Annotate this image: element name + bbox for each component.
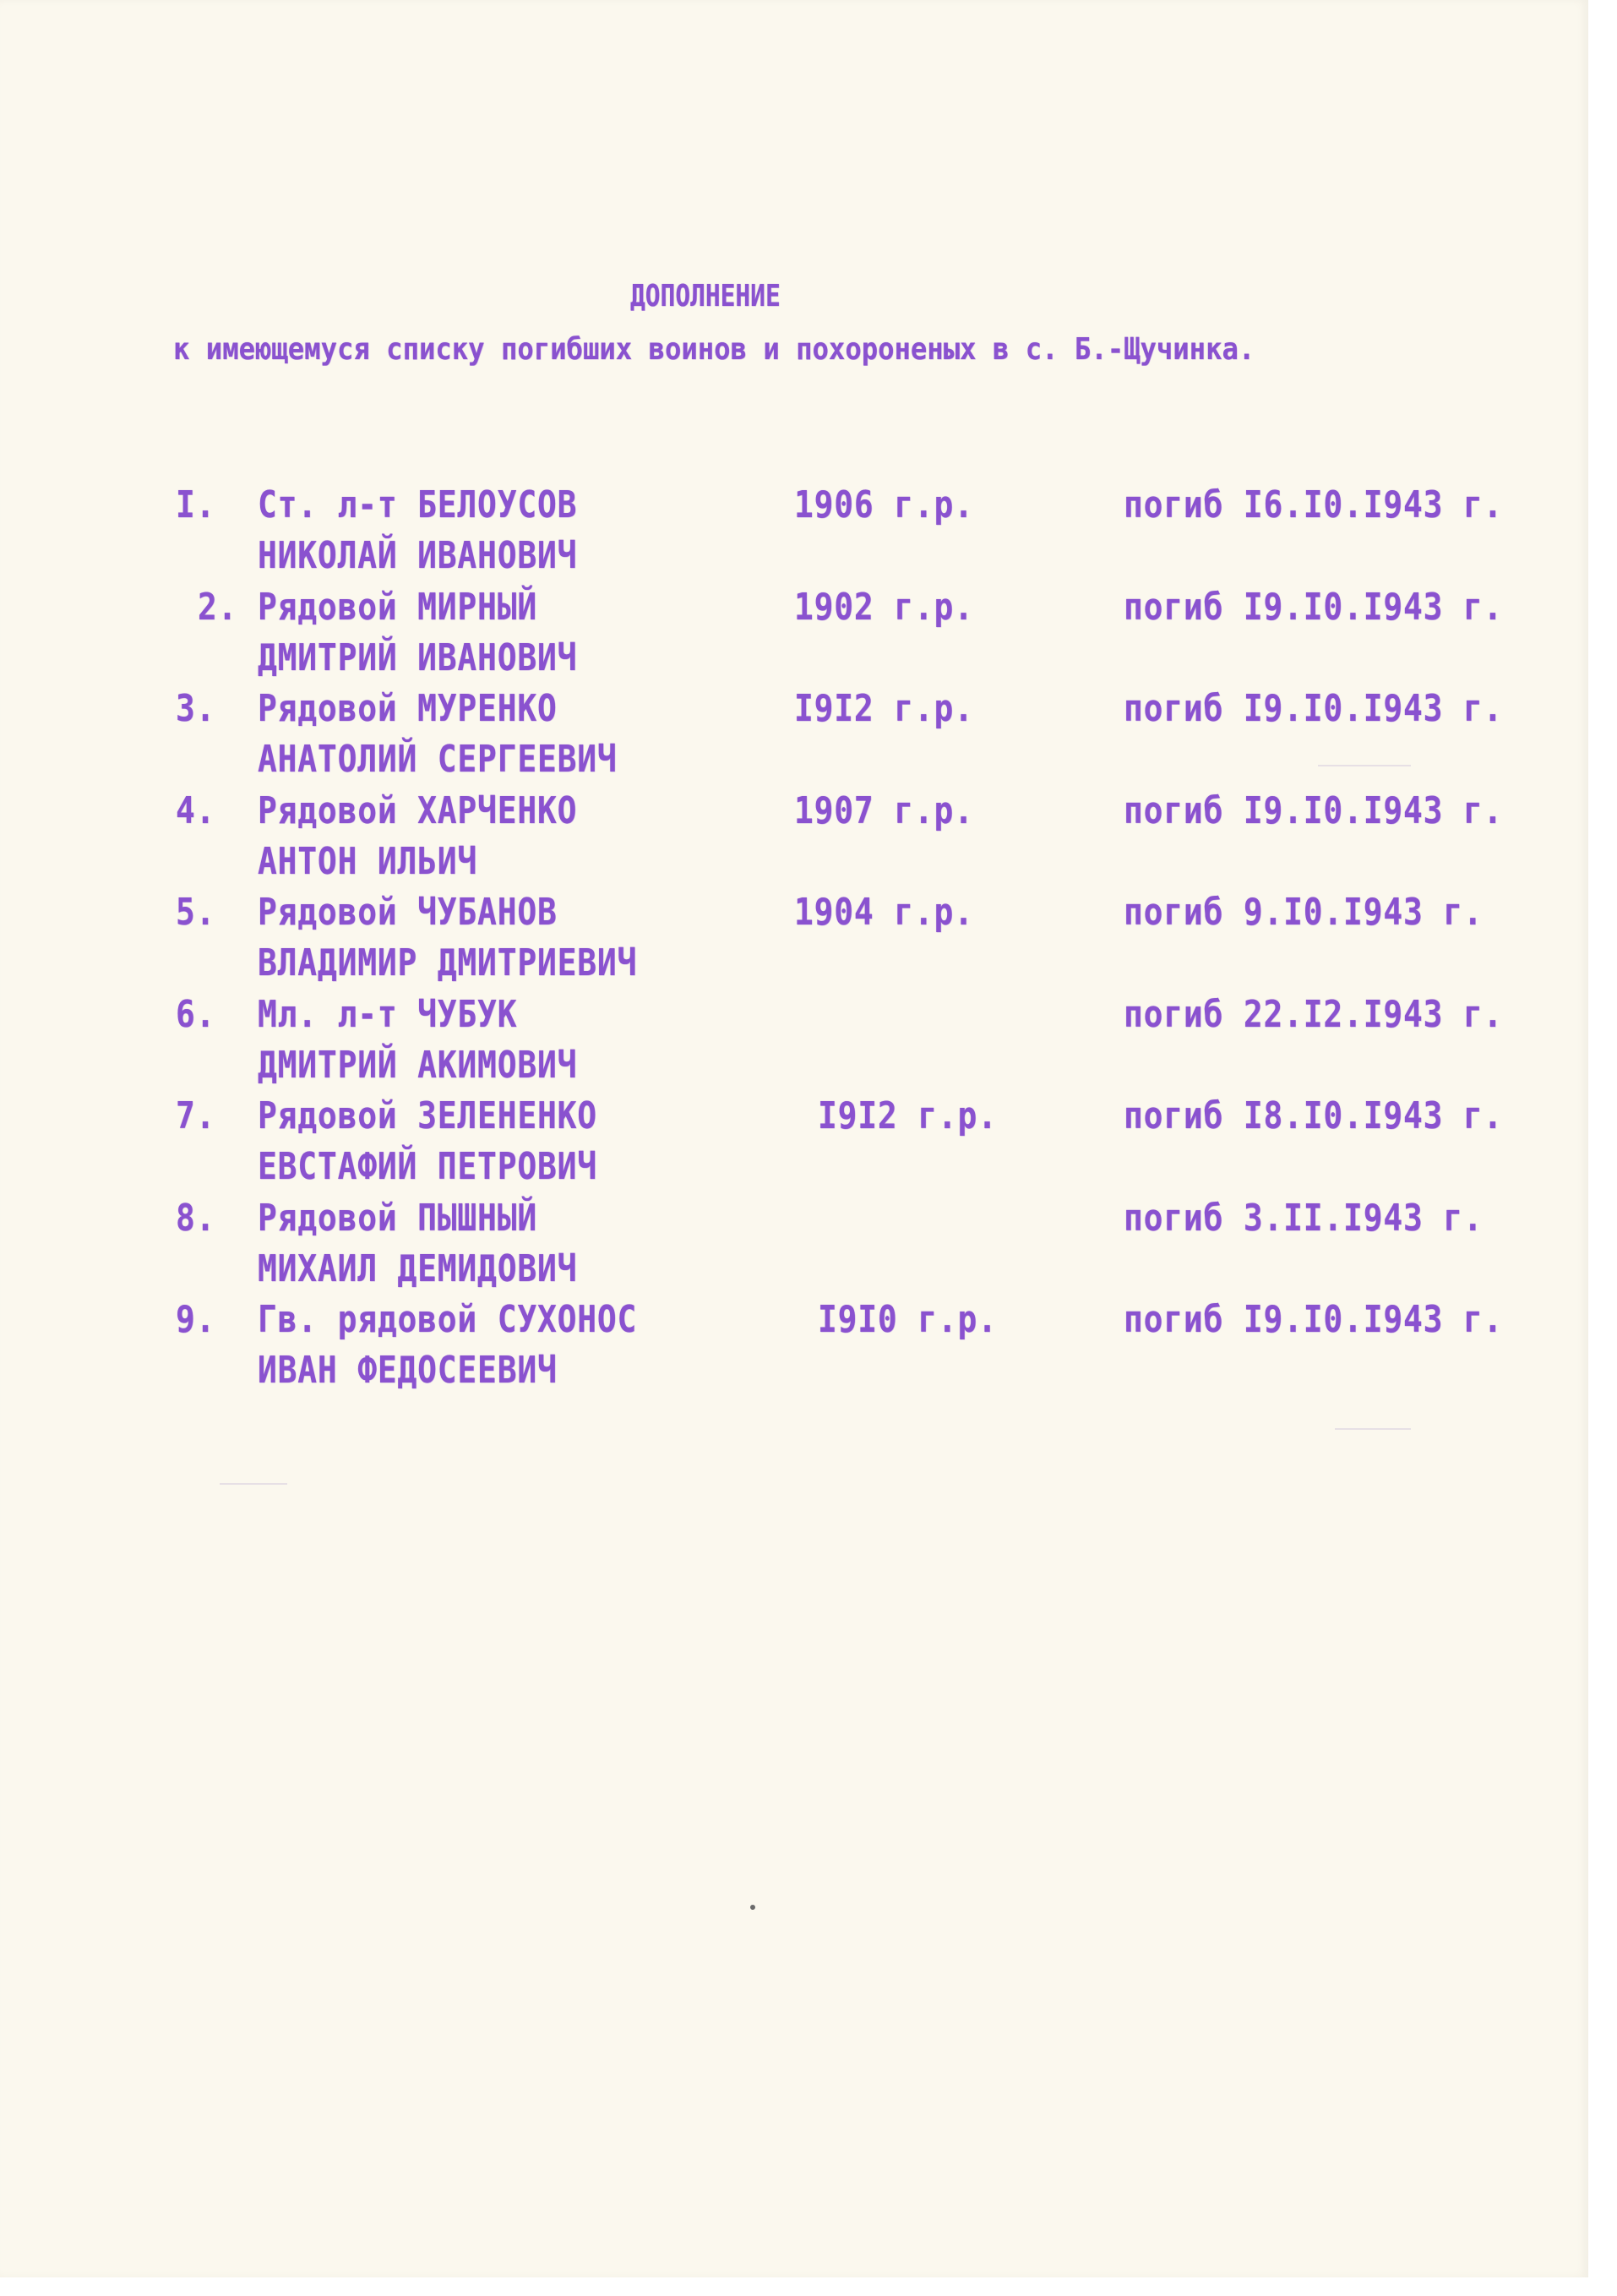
entry-birth-year: 1906 г.р. [794,483,974,526]
entry-death-date: погиб 9.I0.I943 г. [1124,891,1484,934]
entry-given-names: НИКОЛАЙ ИВАНОВИЧ [258,534,578,577]
scan-margin-bottom [0,2277,1617,2296]
entry-number: 9. [176,1298,216,1341]
entry-number: 4. [176,788,216,832]
entry-given-names: ДМИТРИЙ АКИМОВИЧ [258,1043,578,1087]
entry-death-date: погиб I9.I0.I943 г. [1124,788,1504,832]
entry-given-names: ЕВСТАФИЙ ПЕТРОВИЧ [258,1145,597,1188]
entry-number: 7. [176,1094,216,1137]
entry-number: 3. [176,687,216,730]
entry-rank-surname: Рядовой МУРЕНКО [258,687,558,730]
faint-show-through [220,1483,287,1485]
entry-given-names: ВЛАДИМИР ДМИТРИЕВИЧ [258,941,638,984]
entry-rank-surname: Рядовой ЧУБАНОВ [258,891,558,934]
entry-given-names: АНТОН ИЛЬИЧ [258,839,478,883]
entry-birth-year: 1904 г.р. [794,891,974,934]
entry-birth-year: I9I2 г.р. [794,687,974,730]
entry-death-date: погиб 22.I2.I943 г. [1124,992,1504,1036]
entry-rank-surname: Рядовой ХАРЧЕНКО [258,788,578,832]
entry-number: 6. [176,992,216,1036]
entry-number: I. [176,483,216,526]
document-subtitle: к имеющемуся списку погибших воинов и похороненых в с. Б.-Щучинка. [173,332,1255,367]
entry-number: 2. [198,585,238,629]
entry-birth-year: 1907 г.р. [794,788,974,832]
entry-number: 8. [176,1196,216,1240]
entry-death-date: погиб I9.I0.I943 г. [1124,1298,1504,1341]
faint-show-through [1318,765,1411,766]
entry-rank-surname: Рядовой ЗЕЛЕНЕНКО [258,1094,597,1137]
entry-rank-surname: Мл. л-т ЧУБУК [258,992,518,1036]
entry-birth-year: I9I0 г.р. [818,1298,998,1341]
entry-given-names: ИВАН ФЕДОСЕЕВИЧ [258,1349,558,1392]
scan-margin-right [1588,0,1617,2296]
entry-rank-surname: Гв. рядовой СУХОНОС [258,1298,638,1341]
entry-death-date: погиб I9.I0.I943 г. [1124,585,1504,629]
stray-ink-dot [750,1905,755,1910]
entry-birth-year: I9I2 г.р. [818,1094,998,1137]
entry-given-names: МИХАИЛ ДЕМИДОВИЧ [258,1246,578,1290]
entry-rank-surname: Рядовой МИРНЫЙ [258,585,537,629]
entry-number: 5. [176,891,216,934]
entry-death-date: погиб I9.I0.I943 г. [1124,687,1504,730]
faint-show-through [1335,1428,1411,1430]
entry-death-date: погиб 3.II.I943 г. [1124,1196,1484,1240]
entry-birth-year: 1902 г.р. [794,585,974,629]
entry-given-names: ДМИТРИЙ ИВАНОВИЧ [258,635,578,679]
entry-death-date: погиб I8.I0.I943 г. [1124,1094,1504,1137]
entry-rank-surname: Рядовой ПЫШНЫЙ [258,1196,537,1240]
document-title: ДОПОЛНЕНИЕ [630,279,781,314]
entry-death-date: погиб I6.I0.I943 г. [1124,483,1504,526]
entry-given-names: АНАТОЛИЙ СЕРГЕЕВИЧ [258,738,618,781]
entry-rank-surname: Ст. л-т БЕЛОУСОВ [258,483,578,526]
